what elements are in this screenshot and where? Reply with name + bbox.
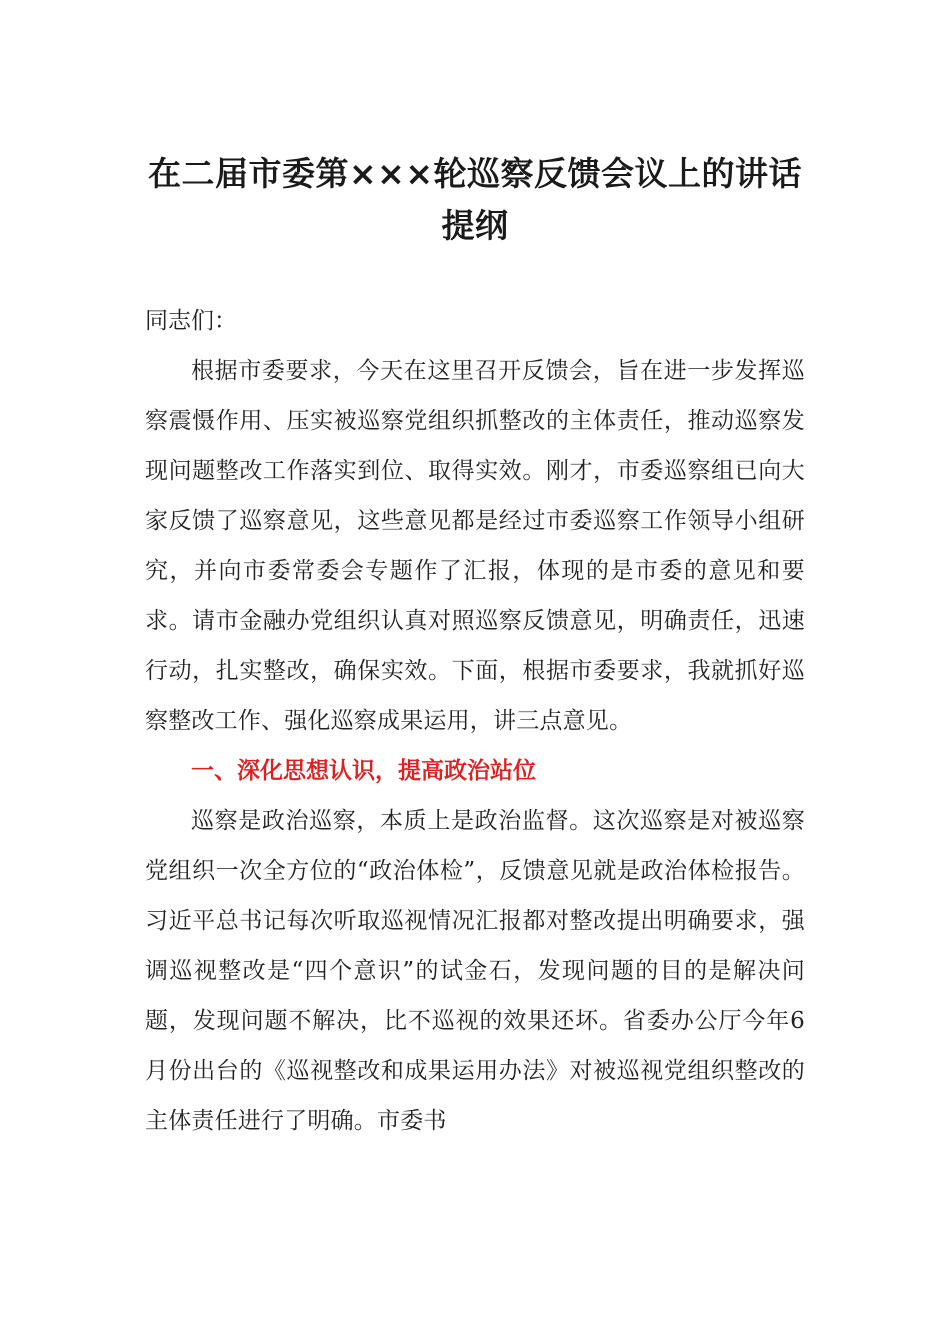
title-line-1: 在二届市委第×××轮巡察反馈会议上的讲话 [148,154,802,193]
document-page [145,148,805,1146]
section-1-paragraph: 巡察是政治巡察，本质上是政治监督。这次巡察是对被巡察党组织一次全方位的“政治体检”，反馈意见就是政治体检报告。习近平总书记每次听取巡视情况汇报都对整改提出明确要求，强调巡视整改是“四个意识”的试金石，发现问题的目的是解决问题，发现问题不解决，比不巡视的效果还坏。省委办公厅今年6月份出台的《巡视整改和成果运用办法》对被巡视党组织整改的主体责任进行了明确。市委书 [145,808,805,1134]
intro-paragraph: 根据市委要求，今天在这里召开反馈会，旨在进一步发挥巡察震慑作用、压实被巡察党组织抓整改的主体责任，推动巡察发现问题整改工作落实到位、取得实效。刚才，市委巡察组已向大家反馈了巡察意见，这些意见都是经过市委巡察工作领导小组研究，并向市委常委会专题作了汇报，体现的是市委的意见和要求。请市金融办党组织认真对照巡察反馈意见，明确责任，迅速行动，扎实整改，确保实效。下面，根据市委要求，我就抓好巡察整改工作、强化巡察成果运用，讲三点意见。 [145,358,805,734]
title-line-2: 提纲 [441,206,509,245]
section-heading-1: 一、深化思想认识，提高政治站位 [191,758,536,784]
salutation: 同志们： [145,308,237,334]
document-title [145,148,805,252]
